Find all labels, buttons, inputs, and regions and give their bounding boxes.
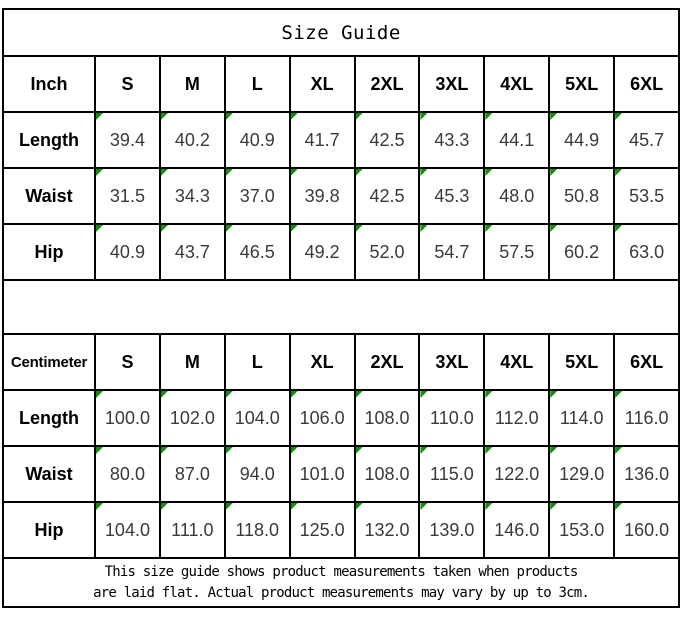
measurement-value-cell: 52.0 xyxy=(355,224,420,280)
measurement-value-cell: 39.8 xyxy=(290,168,355,224)
cell-corner-marker-icon xyxy=(356,447,363,454)
inch-row-length xyxy=(3,112,679,168)
cell-corner-marker-icon xyxy=(291,447,298,454)
cell-corner-marker-icon xyxy=(550,447,557,454)
cell-corner-marker-icon xyxy=(96,113,103,120)
cell-corner-marker-icon xyxy=(615,225,622,232)
cell-corner-marker-icon xyxy=(161,169,168,176)
measurement-value-cell: 53.5 xyxy=(614,168,679,224)
measurement-value-cell: 50.8 xyxy=(549,168,614,224)
page-title: Size Guide xyxy=(3,9,679,56)
cell-corner-marker-icon xyxy=(485,113,492,120)
measurement-value-cell: 48.0 xyxy=(484,168,549,224)
footer-note-line1: This size guide shows product measurements taken when products xyxy=(104,563,578,580)
measurement-value-cell: 160.0 xyxy=(614,502,679,558)
measurement-value-cell: 100.0 xyxy=(95,390,160,446)
measurement-value-cell: 104.0 xyxy=(225,390,290,446)
measurement-value-cell: 106.0 xyxy=(290,390,355,446)
unit-label-inch: Inch xyxy=(3,56,95,112)
cell-corner-marker-icon xyxy=(615,113,622,120)
measurement-value-cell: 42.5 xyxy=(355,168,420,224)
measurement-value-cell: 101.0 xyxy=(290,446,355,502)
cell-corner-marker-icon xyxy=(226,169,233,176)
measurement-value-cell: 153.0 xyxy=(549,502,614,558)
measurement-value-cell: 45.7 xyxy=(614,112,679,168)
cell-corner-marker-icon xyxy=(550,113,557,120)
measurement-value-cell: 44.9 xyxy=(549,112,614,168)
measurement-label: Waist xyxy=(3,446,95,502)
measurement-value-cell: 49.2 xyxy=(290,224,355,280)
unit-label-centimeter: Centimeter xyxy=(3,334,95,390)
cell-corner-marker-icon xyxy=(485,169,492,176)
measurement-value-cell: 110.0 xyxy=(419,390,484,446)
spacer-row xyxy=(3,280,679,334)
footer-note xyxy=(3,558,679,607)
measurement-value-cell: 94.0 xyxy=(225,446,290,502)
cell-corner-marker-icon xyxy=(485,391,492,398)
cell-corner-marker-icon xyxy=(291,169,298,176)
size-column-header-m: M xyxy=(160,56,225,112)
cell-corner-marker-icon xyxy=(226,503,233,510)
measurement-value-cell: 108.0 xyxy=(355,446,420,502)
measurement-value-cell: 40.9 xyxy=(95,224,160,280)
cell-corner-marker-icon xyxy=(420,391,427,398)
measurement-value-cell: 40.2 xyxy=(160,112,225,168)
size-column-header-s: S xyxy=(95,334,160,390)
measurement-value-cell: 43.7 xyxy=(160,224,225,280)
cell-corner-marker-icon xyxy=(356,503,363,510)
measurement-value-cell: 118.0 xyxy=(225,502,290,558)
size-column-header-xl: XL xyxy=(290,334,355,390)
cell-corner-marker-icon xyxy=(291,225,298,232)
centimeter-row-length xyxy=(3,390,679,446)
size-guide-table xyxy=(2,8,680,608)
inch-row-hip xyxy=(3,224,679,280)
measurement-value-cell: 139.0 xyxy=(419,502,484,558)
cell-corner-marker-icon xyxy=(420,503,427,510)
measurement-value-cell: 116.0 xyxy=(614,390,679,446)
cell-corner-marker-icon xyxy=(420,169,427,176)
size-column-header-2xl: 2XL xyxy=(355,334,420,390)
inch-size-table xyxy=(3,56,679,280)
cell-corner-marker-icon xyxy=(356,113,363,120)
cell-corner-marker-icon xyxy=(291,391,298,398)
inch-row-waist xyxy=(3,168,679,224)
measurement-value-cell: 104.0 xyxy=(95,502,160,558)
measurement-label: Waist xyxy=(3,168,95,224)
size-column-header-4xl: 4XL xyxy=(484,56,549,112)
measurement-value-cell: 129.0 xyxy=(549,446,614,502)
measurement-value-cell: 80.0 xyxy=(95,446,160,502)
measurement-value-cell: 34.3 xyxy=(160,168,225,224)
size-column-header-3xl: 3XL xyxy=(419,56,484,112)
cell-corner-marker-icon xyxy=(226,447,233,454)
cell-corner-marker-icon xyxy=(161,503,168,510)
cell-corner-marker-icon xyxy=(96,169,103,176)
size-column-header-2xl: 2XL xyxy=(355,56,420,112)
cell-corner-marker-icon xyxy=(226,113,233,120)
size-column-header-m: M xyxy=(160,334,225,390)
centimeter-size-table xyxy=(3,334,679,558)
size-column-header-4xl: 4XL xyxy=(484,334,549,390)
size-column-header-5xl: 5XL xyxy=(549,334,614,390)
cell-corner-marker-icon xyxy=(291,503,298,510)
cell-corner-marker-icon xyxy=(161,391,168,398)
measurement-value-cell: 132.0 xyxy=(355,502,420,558)
measurement-value-cell: 102.0 xyxy=(160,390,225,446)
size-column-header-6xl: 6XL xyxy=(614,334,679,390)
cell-corner-marker-icon xyxy=(420,225,427,232)
measurement-value-cell: 112.0 xyxy=(484,390,549,446)
header-row-centimeter xyxy=(3,334,679,390)
cell-corner-marker-icon xyxy=(356,225,363,232)
measurement-value-cell: 115.0 xyxy=(419,446,484,502)
size-column-header-6xl: 6XL xyxy=(614,56,679,112)
measurement-value-cell: 57.5 xyxy=(484,224,549,280)
title-section xyxy=(3,9,679,56)
cell-corner-marker-icon xyxy=(615,503,622,510)
size-column-header-s: S xyxy=(95,56,160,112)
cell-corner-marker-icon xyxy=(356,169,363,176)
measurement-value-cell: 146.0 xyxy=(484,502,549,558)
measurement-value-cell: 45.3 xyxy=(419,168,484,224)
cell-corner-marker-icon xyxy=(550,391,557,398)
size-column-header-xl: XL xyxy=(290,56,355,112)
measurement-value-cell: 42.5 xyxy=(355,112,420,168)
cell-corner-marker-icon xyxy=(96,447,103,454)
cell-corner-marker-icon xyxy=(550,225,557,232)
size-column-header-3xl: 3XL xyxy=(419,334,484,390)
measurement-value-cell: 111.0 xyxy=(160,502,225,558)
cell-corner-marker-icon xyxy=(291,113,298,120)
measurement-value-cell: 87.0 xyxy=(160,446,225,502)
centimeter-row-waist xyxy=(3,446,679,502)
centimeter-row-hip xyxy=(3,502,679,558)
cell-corner-marker-icon xyxy=(96,225,103,232)
title-row xyxy=(3,9,679,56)
measurement-value-cell: 54.7 xyxy=(419,224,484,280)
measurement-value-cell: 122.0 xyxy=(484,446,549,502)
cell-corner-marker-icon xyxy=(356,391,363,398)
measurement-value-cell: 40.9 xyxy=(225,112,290,168)
cell-corner-marker-icon xyxy=(420,113,427,120)
measurement-value-cell: 108.0 xyxy=(355,390,420,446)
cell-corner-marker-icon xyxy=(485,447,492,454)
spacer-section xyxy=(3,280,679,334)
footer-row xyxy=(3,558,679,607)
cell-corner-marker-icon xyxy=(161,225,168,232)
cell-corner-marker-icon xyxy=(161,113,168,120)
cell-corner-marker-icon xyxy=(615,391,622,398)
measurement-value-cell: 60.2 xyxy=(549,224,614,280)
cell-corner-marker-icon xyxy=(615,447,622,454)
cell-corner-marker-icon xyxy=(550,169,557,176)
header-row-inch xyxy=(3,56,679,112)
cell-corner-marker-icon xyxy=(485,225,492,232)
cell-corner-marker-icon xyxy=(96,503,103,510)
measurement-value-cell: 37.0 xyxy=(225,168,290,224)
cell-corner-marker-icon xyxy=(96,391,103,398)
measurement-value-cell: 114.0 xyxy=(549,390,614,446)
measurement-value-cell: 63.0 xyxy=(614,224,679,280)
measurement-value-cell: 31.5 xyxy=(95,168,160,224)
cell-corner-marker-icon xyxy=(485,503,492,510)
cell-corner-marker-icon xyxy=(226,391,233,398)
measurement-label: Length xyxy=(3,390,95,446)
cell-corner-marker-icon xyxy=(550,503,557,510)
measurement-label: Length xyxy=(3,112,95,168)
cell-corner-marker-icon xyxy=(161,447,168,454)
measurement-value-cell: 44.1 xyxy=(484,112,549,168)
measurement-value-cell: 136.0 xyxy=(614,446,679,502)
measurement-value-cell: 43.3 xyxy=(419,112,484,168)
size-column-header-l: L xyxy=(225,334,290,390)
measurement-value-cell: 41.7 xyxy=(290,112,355,168)
cell-corner-marker-icon xyxy=(420,447,427,454)
spacer-cell xyxy=(3,280,679,334)
size-column-header-5xl: 5XL xyxy=(549,56,614,112)
size-guide-sheet xyxy=(2,8,678,608)
footer-section xyxy=(3,558,679,607)
measurement-value-cell: 39.4 xyxy=(95,112,160,168)
cell-corner-marker-icon xyxy=(615,169,622,176)
measurement-value-cell: 46.5 xyxy=(225,224,290,280)
measurement-label: Hip xyxy=(3,224,95,280)
measurement-label: Hip xyxy=(3,502,95,558)
cell-corner-marker-icon xyxy=(226,225,233,232)
measurement-value-cell: 125.0 xyxy=(290,502,355,558)
size-column-header-l: L xyxy=(225,56,290,112)
footer-note-line2: are laid flat. Actual product measurements may vary by up to 3cm. xyxy=(93,584,590,601)
